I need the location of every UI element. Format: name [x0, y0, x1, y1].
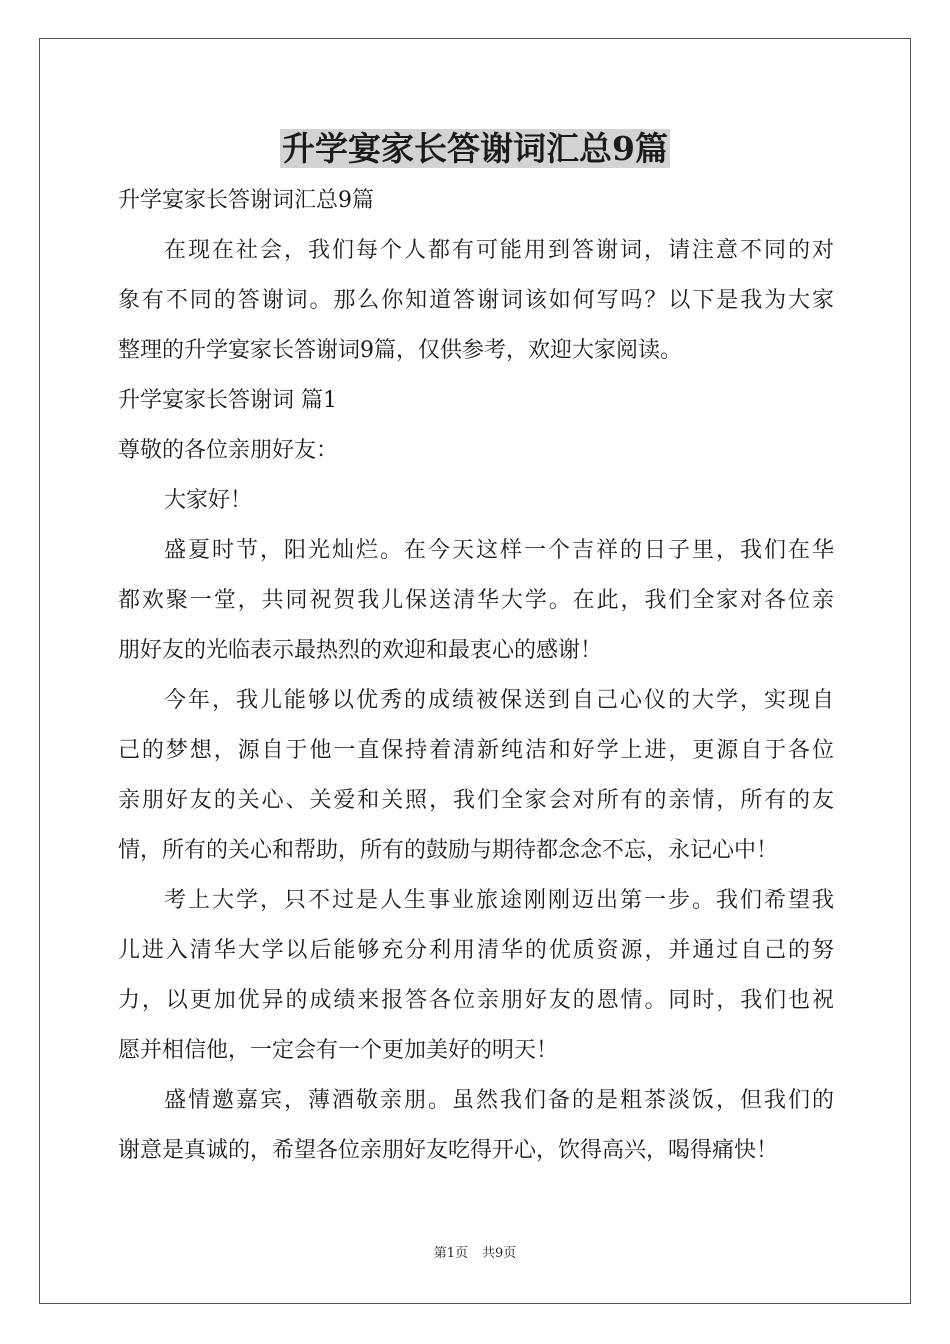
text-line: 尊敬的各位亲朋好友：: [118, 438, 339, 463]
page-total: 共9页: [482, 1246, 517, 1261]
document-title: [0, 124, 950, 174]
text-line: 整理的升学宴家长答谢词9篇，仅供参考，欢迎大家阅读。: [118, 338, 682, 363]
text-line: 力，以更加优异的成绩来报答各位亲朋好友的恩情。同时，我们也祝: [118, 988, 834, 1013]
page-number: 第1页: [433, 1246, 468, 1261]
text-line: 亲朋好友的关心、关爱和关照，我们全家会对所有的亲情，所有的友: [118, 788, 834, 813]
document-body: [118, 176, 834, 1176]
text-line: 象有不同的答谢词。那么你知道答谢词该如何写吗？以下是我为大家: [118, 288, 834, 313]
text-line: 情，所有的关心和帮助，所有的鼓励与期待都念念不忘，永记心中！: [118, 838, 779, 863]
text-line: 都欢聚一堂，共同祝贺我儿保送清华大学。在此，我们全家对各位亲: [118, 588, 834, 613]
subtitle-line: 升学宴家长答谢词汇总9篇: [118, 188, 374, 213]
text-line: 朋好友的光临表示最热烈的欢迎和最衷心的感谢！: [118, 638, 603, 663]
document-title-text: 升学宴家长答谢词汇总9篇: [282, 129, 668, 168]
page-footer: [0, 1244, 950, 1264]
text-line: 盛夏时节，阳光灿烂。在今天这样一个吉祥的日子里，我们在华: [164, 538, 834, 563]
text-line: 在现在社会，我们每个人都有可能用到答谢词，请注意不同的对: [164, 238, 834, 263]
paragraph-lines: [118, 226, 834, 1176]
text-line: 盛情邀嘉宾，薄酒敬亲朋。虽然我们备的是粗茶淡饭，但我们的: [164, 1088, 834, 1113]
text-line: 今年，我儿能够以优秀的成绩被保送到自己心仪的大学，实现自: [164, 688, 834, 713]
text-line: 谢意是真诚的，希望各位亲朋好友吃得开心，饮得高兴，喝得痛快！: [118, 1138, 779, 1163]
text-line: 己的梦想，源自于他一直保持着清新纯洁和好学上进，更源自于各位: [118, 738, 834, 763]
text-line: 愿并相信他，一定会有一个更加美好的明天！: [118, 1038, 559, 1063]
text-line: 大家好！: [164, 488, 253, 513]
text-line: 升学宴家长答谢词 篇1: [118, 388, 337, 413]
text-line: 儿进入清华大学以后能够充分利用清华的优质资源，并通过自己的努: [118, 938, 834, 963]
text-line: 考上大学，只不过是人生事业旅途刚刚迈出第一步。我们希望我: [164, 888, 834, 913]
